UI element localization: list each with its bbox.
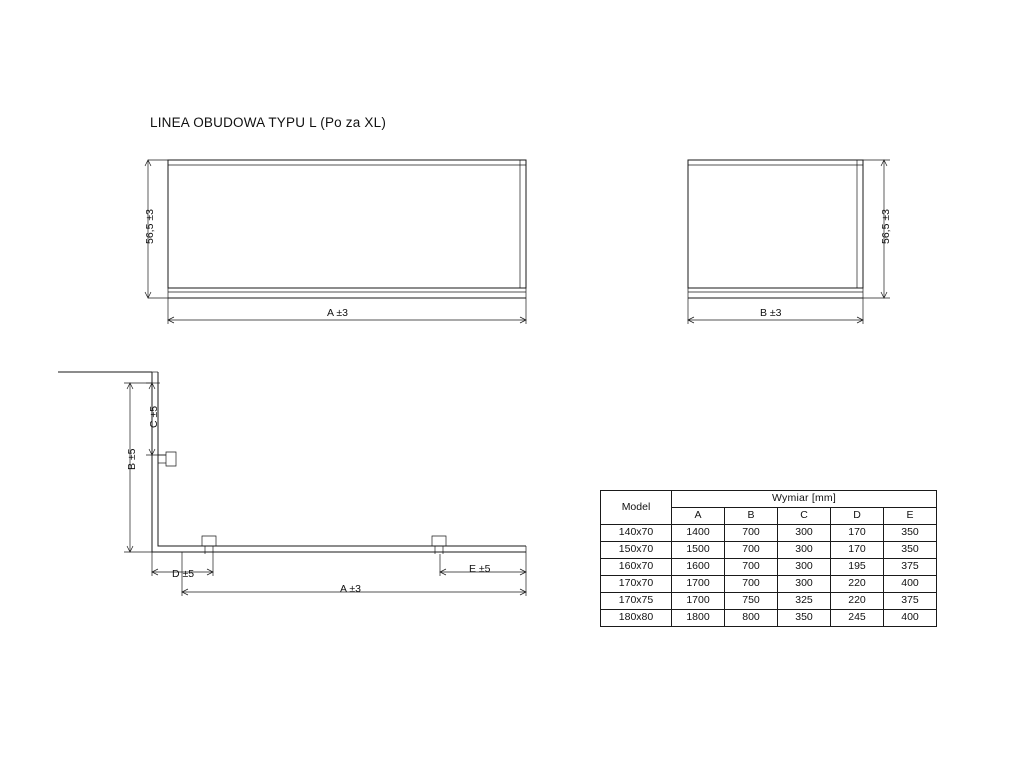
value-c: 325 [778,593,831,610]
table-row [601,525,937,542]
value-a: 1400 [672,525,725,542]
plan-b-label: B ±5 [126,448,138,470]
value-d: 245 [831,610,884,627]
value-a: 1800 [672,610,725,627]
model-cell: 170x75 [601,593,672,610]
value-e: 350 [884,542,937,559]
column-header-a: A [672,508,725,525]
value-e: 350 [884,525,937,542]
drawing-title: LINEA OBUDOWA TYPU L (Po za XL) [150,115,387,130]
value-e: 400 [884,576,937,593]
value-d: 170 [831,542,884,559]
value-b: 750 [725,593,778,610]
table-row [601,610,937,627]
front-height-label: 56,5 ±3 [144,209,156,244]
value-a: 1600 [672,559,725,576]
value-c: 300 [778,576,831,593]
value-b: 700 [725,542,778,559]
value-c: 350 [778,610,831,627]
dimensions-table [600,490,937,627]
model-header: Model [601,491,672,525]
value-a: 1700 [672,593,725,610]
table-header-row-1 [601,491,937,508]
front-width-label: A ±3 [327,307,348,319]
model-cell: 170x70 [601,576,672,593]
model-cell: 180x80 [601,610,672,627]
side-height-label: 56,5 ±3 [880,209,892,244]
column-header-b: B [725,508,778,525]
table-row [601,559,937,576]
value-b: 700 [725,525,778,542]
model-cell: 140x70 [601,525,672,542]
column-header-e: E [884,508,937,525]
side-width-label: B ±3 [760,307,782,319]
value-b: 700 [725,559,778,576]
value-e: 400 [884,610,937,627]
model-cell: 150x70 [601,542,672,559]
plan-e-label: E ±5 [469,563,491,575]
plan-c-label: C ±5 [148,405,160,428]
table-row [601,542,937,559]
dimension-group-header: Wymiar [mm] [672,491,937,508]
value-d: 170 [831,525,884,542]
value-e: 375 [884,593,937,610]
value-b: 800 [725,610,778,627]
plan-a-label: A ±3 [340,583,361,595]
table-row [601,593,937,610]
value-e: 375 [884,559,937,576]
value-a: 1700 [672,576,725,593]
value-c: 300 [778,525,831,542]
value-d: 195 [831,559,884,576]
plan-d-label: D ±5 [172,568,195,580]
value-d: 220 [831,593,884,610]
column-header-d: D [831,508,884,525]
model-cell: 160x70 [601,559,672,576]
value-a: 1500 [672,542,725,559]
value-b: 700 [725,576,778,593]
value-d: 220 [831,576,884,593]
table-row [601,576,937,593]
dimensions-table-wrap [600,490,937,627]
value-c: 300 [778,559,831,576]
column-header-c: C [778,508,831,525]
value-c: 300 [778,542,831,559]
